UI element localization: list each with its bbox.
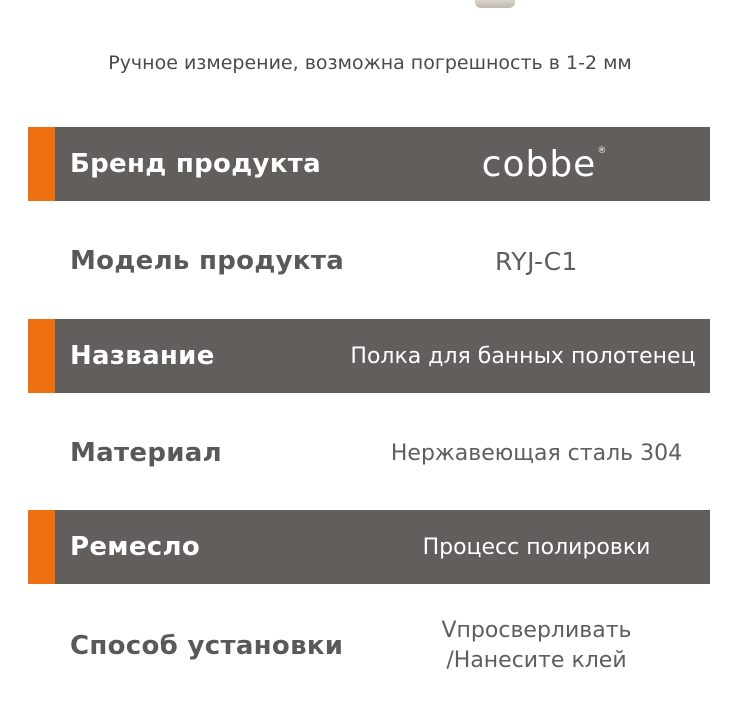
product-image-fragment	[475, 0, 515, 8]
spec-value-install	[368, 609, 705, 683]
spec-label-material: Материал	[70, 438, 222, 468]
spec-row-craft	[28, 510, 710, 584]
measurement-note: Ручное измерение, возможна погрешность в 1-2 мм	[108, 52, 632, 74]
spec-row-name	[28, 319, 710, 393]
brand-logo	[368, 127, 710, 201]
install-line-1: Vпросверливать	[441, 618, 632, 643]
spec-label-craft: Ремесло	[70, 532, 200, 562]
spec-label-name: Название	[70, 341, 215, 371]
accent-bar	[28, 127, 55, 201]
spec-row-model	[28, 224, 710, 298]
accent-bar	[28, 319, 55, 393]
spec-row-brand	[28, 127, 710, 201]
brand-logo-text: cobbe ®	[481, 143, 607, 185]
spec-value-name: Полка для банных полотенец	[350, 343, 696, 369]
spec-label-model: Модель продукта	[70, 246, 345, 276]
spec-row-material	[28, 416, 710, 490]
registered-mark: ®	[597, 145, 607, 156]
spec-label-install: Способ установки	[70, 631, 344, 661]
spec-value-craft: Процесс полировки	[422, 534, 651, 560]
install-line-2: /Нанесите клей	[446, 648, 627, 673]
spec-label-brand: Бренд продукта	[70, 149, 321, 179]
accent-bar	[28, 510, 55, 584]
spec-value-material: Нержавеющая сталь 304	[390, 440, 683, 466]
spec-value-model: RYJ-C1	[495, 246, 578, 276]
spec-row-install	[28, 609, 710, 683]
